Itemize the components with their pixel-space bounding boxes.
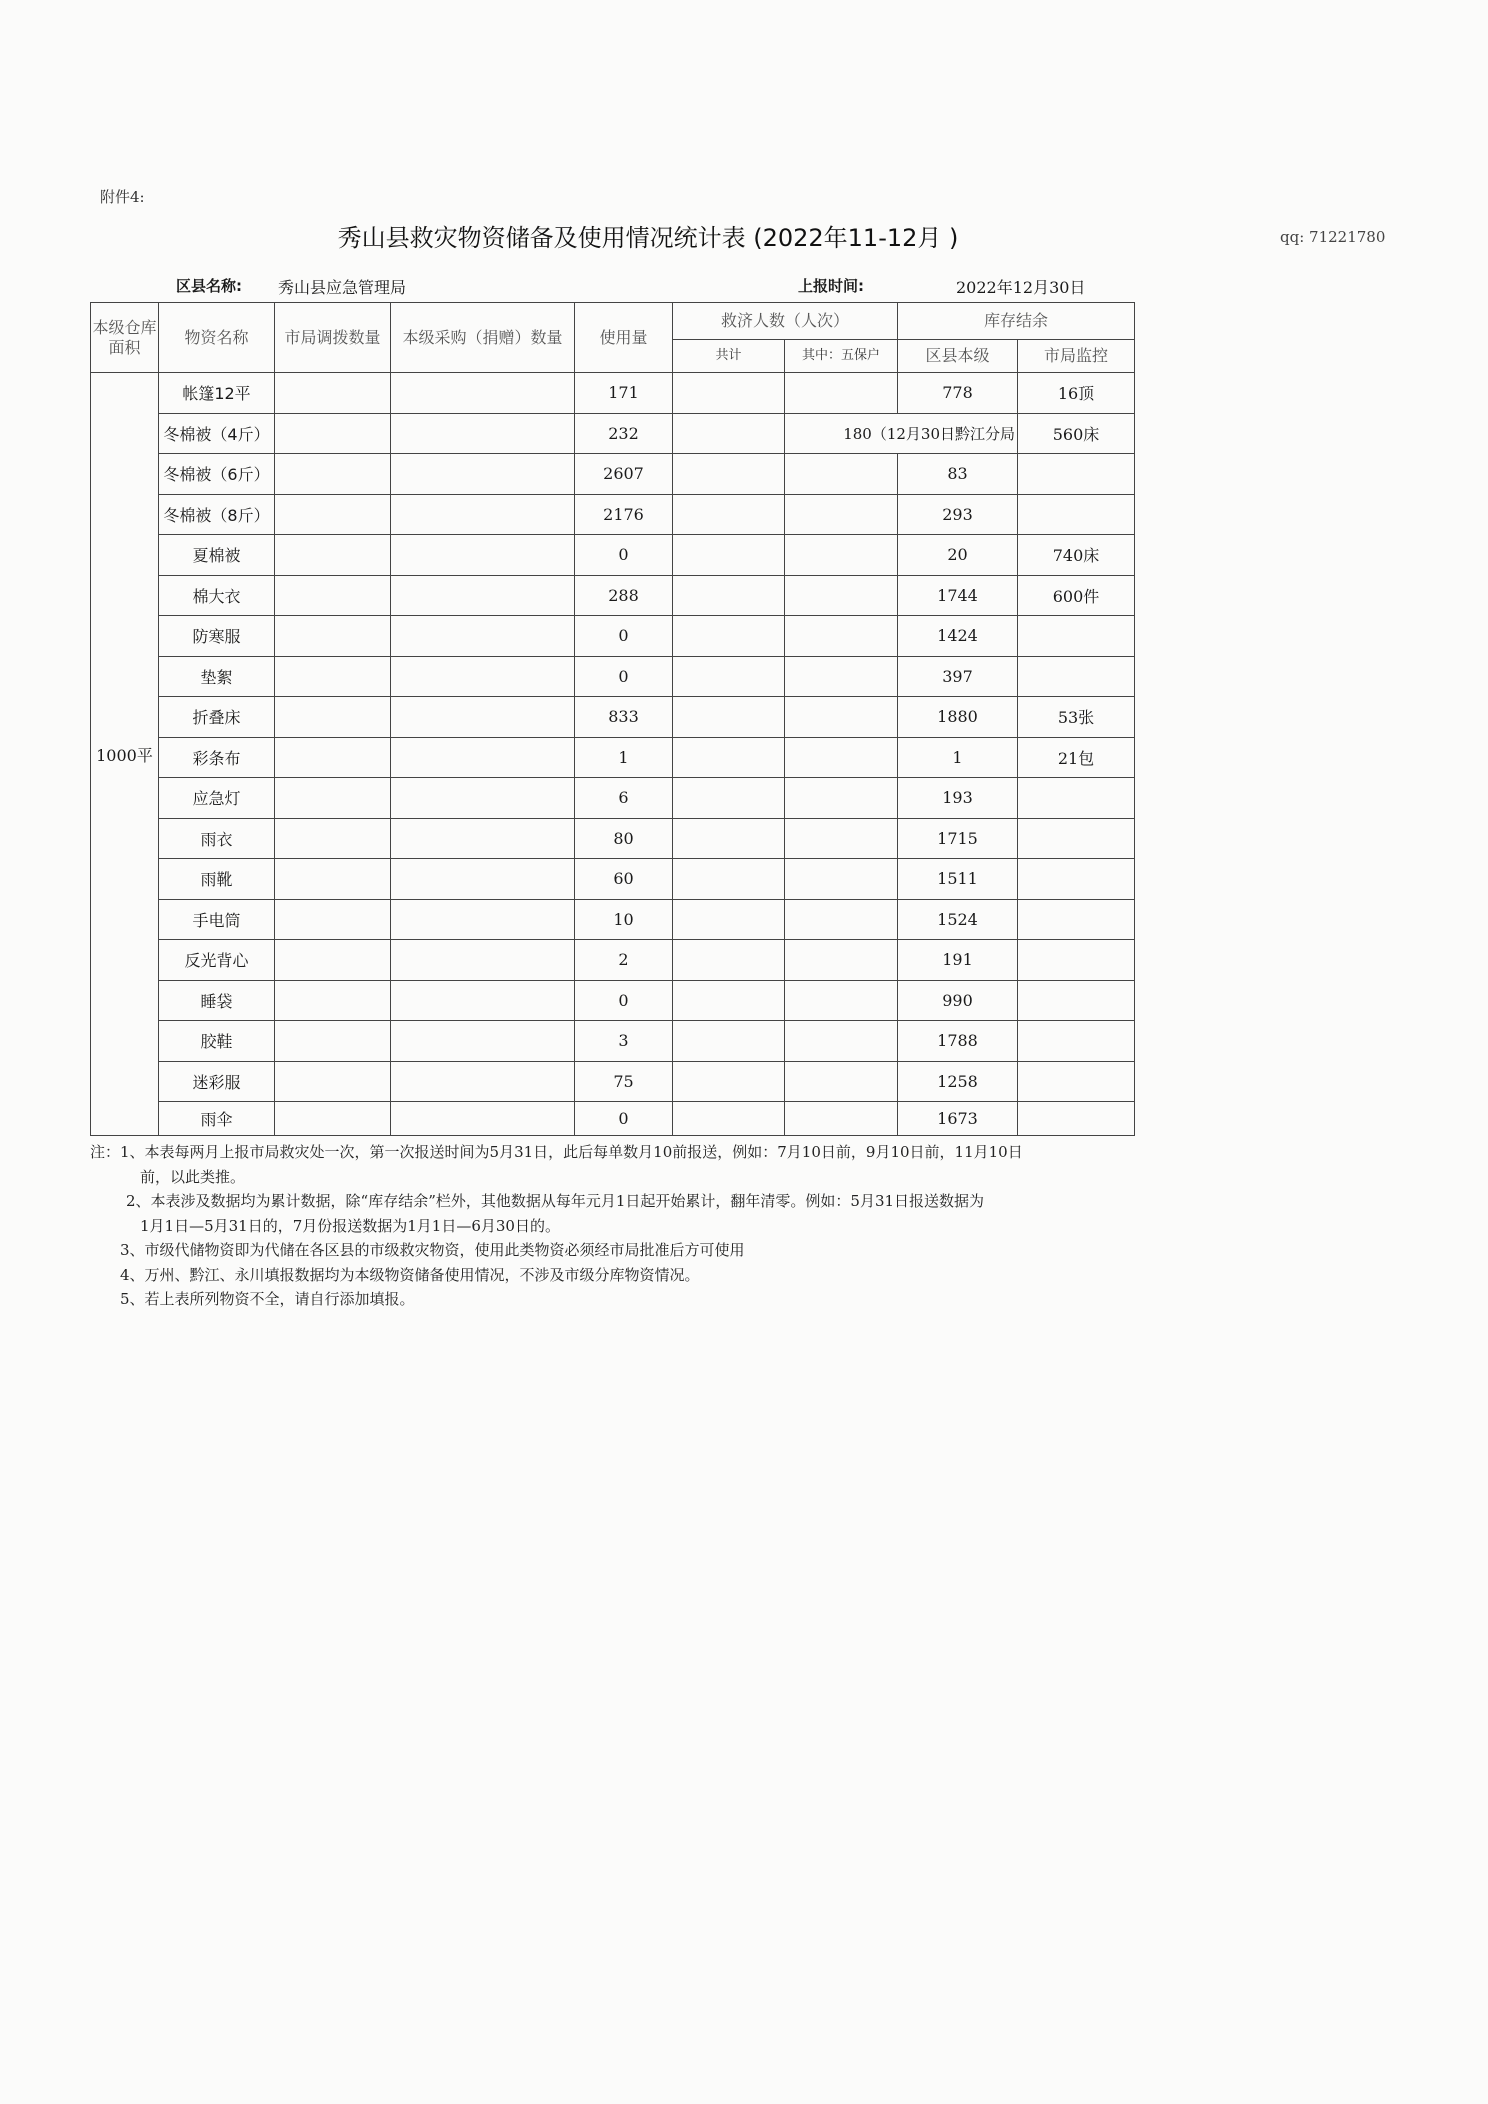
stock-local-cell: 1524 — [898, 899, 1018, 940]
purchase-cell — [391, 454, 575, 495]
table-row — [91, 656, 1135, 697]
usage-cell: 75 — [575, 1061, 673, 1102]
relief-wubao-cell — [785, 1021, 898, 1062]
note-5: 5、若上表所列物资不全，请自行添加填报。 — [120, 1290, 415, 1308]
stock-city-cell — [1018, 818, 1135, 859]
stock-city-cell — [1018, 1021, 1135, 1062]
relief-total-cell — [673, 616, 785, 657]
stock-city-cell: 600件 — [1018, 575, 1135, 616]
stock-city-cell — [1018, 859, 1135, 900]
usage-cell: 0 — [575, 656, 673, 697]
relief-total-cell — [673, 454, 785, 495]
relief-wubao-cell — [785, 1102, 898, 1136]
table-row — [91, 373, 1135, 414]
city-alloc-cell — [275, 737, 391, 778]
stock-city-cell: 16顶 — [1018, 373, 1135, 414]
relief-wubao-cell — [785, 859, 898, 900]
relief-wubao-cell — [785, 454, 898, 495]
usage-cell: 60 — [575, 859, 673, 900]
table-body — [91, 373, 1135, 1136]
relief-wubao-cell — [785, 575, 898, 616]
item-name: 迷彩服 — [159, 1061, 275, 1102]
usage-cell: 2607 — [575, 454, 673, 495]
city-alloc-cell — [275, 656, 391, 697]
usage-cell: 3 — [575, 1021, 673, 1062]
table-row — [91, 413, 1135, 454]
header-relief-total: 共计 — [673, 340, 785, 373]
table-row — [91, 859, 1135, 900]
relief-total-cell — [673, 1102, 785, 1136]
item-name: 手电筒 — [159, 899, 275, 940]
city-alloc-cell — [275, 697, 391, 738]
purchase-cell — [391, 980, 575, 1021]
table-row — [91, 818, 1135, 859]
relief-wubao-cell — [785, 373, 898, 414]
header-usage: 使用量 — [575, 303, 673, 373]
usage-cell: 288 — [575, 575, 673, 616]
stock-local-cell: 778 — [898, 373, 1018, 414]
relief-wubao-cell — [785, 1061, 898, 1102]
relief-total-cell — [673, 656, 785, 697]
relief-wubao-cell — [785, 656, 898, 697]
stock-city-cell — [1018, 454, 1135, 495]
relief-total-cell — [673, 818, 785, 859]
item-name: 彩条布 — [159, 737, 275, 778]
attachment-label: 附件4: — [100, 188, 145, 206]
relief-total-cell — [673, 535, 785, 576]
purchase-cell — [391, 1102, 575, 1136]
header-area — [91, 303, 159, 373]
usage-cell: 0 — [575, 616, 673, 657]
relief-total-cell — [673, 940, 785, 981]
relief-wubao-cell: 180（12月30日黔江分局 — [785, 413, 1018, 454]
purchase-cell — [391, 940, 575, 981]
usage-cell: 2176 — [575, 494, 673, 535]
notes — [90, 1140, 1023, 1312]
item-name: 胶鞋 — [159, 1021, 275, 1062]
item-name: 防寒服 — [159, 616, 275, 657]
stock-city-cell — [1018, 656, 1135, 697]
note-2: 2、本表涉及数据均为累计数据，除“库存结余”栏外，其他数据从每年元月1日起开始累计，翻年清零。例如：5月31日报送数据为 — [126, 1192, 985, 1210]
table-row — [91, 1102, 1135, 1136]
usage-cell: 232 — [575, 413, 673, 454]
stock-city-cell: 53张 — [1018, 697, 1135, 738]
header-stock: 库存结余 — [898, 303, 1135, 340]
table-row — [91, 1021, 1135, 1062]
relief-wubao-cell — [785, 778, 898, 819]
stock-local-cell: 1 — [898, 737, 1018, 778]
city-alloc-cell — [275, 940, 391, 981]
purchase-cell — [391, 1021, 575, 1062]
city-alloc-cell — [275, 575, 391, 616]
item-name: 冬棉被（6斤） — [159, 454, 275, 495]
purchase-cell — [391, 1061, 575, 1102]
stock-city-cell: 740床 — [1018, 535, 1135, 576]
table-row — [91, 535, 1135, 576]
city-alloc-cell — [275, 1021, 391, 1062]
stock-city-cell — [1018, 778, 1135, 819]
stock-local-cell: 1788 — [898, 1021, 1018, 1062]
stock-local-cell: 1715 — [898, 818, 1018, 859]
city-alloc-cell — [275, 616, 391, 657]
usage-cell: 0 — [575, 1102, 673, 1136]
relief-total-cell — [673, 575, 785, 616]
relief-wubao-cell — [785, 616, 898, 657]
stock-local-cell: 1880 — [898, 697, 1018, 738]
relief-total-cell — [673, 1061, 785, 1102]
stock-local-cell: 1258 — [898, 1061, 1018, 1102]
header-purchase: 本级采购（捐赠）数量 — [391, 303, 575, 373]
relief-wubao-cell — [785, 697, 898, 738]
relief-total-cell — [673, 778, 785, 819]
stock-local-cell: 1673 — [898, 1102, 1018, 1136]
table-row — [91, 737, 1135, 778]
item-name: 棉大衣 — [159, 575, 275, 616]
table-row — [91, 454, 1135, 495]
usage-cell: 10 — [575, 899, 673, 940]
usage-cell: 1 — [575, 737, 673, 778]
stock-city-cell: 21包 — [1018, 737, 1135, 778]
relief-total-cell — [673, 494, 785, 535]
district-value: 秀山县应急管理局 — [278, 278, 407, 297]
stock-local-cell: 990 — [898, 980, 1018, 1021]
table-row — [91, 616, 1135, 657]
usage-cell: 171 — [575, 373, 673, 414]
item-name: 雨靴 — [159, 859, 275, 900]
relief-total-cell — [673, 373, 785, 414]
note-2-cont: 1月1日—5月31日的，7月份报送数据为1月1日—6月30日的。 — [140, 1216, 560, 1235]
relief-wubao-cell — [785, 940, 898, 981]
item-name: 帐篷12平 — [159, 373, 275, 414]
city-alloc-cell — [275, 454, 391, 495]
relief-wubao-cell — [785, 899, 898, 940]
stock-city-cell — [1018, 940, 1135, 981]
page-title: 秀山县救灾物资储备及使用情况统计表 (2022年11-12月 ) — [337, 224, 959, 252]
table-row — [91, 778, 1135, 819]
header-stock-local: 区县本级 — [898, 340, 1018, 373]
city-alloc-cell — [275, 1061, 391, 1102]
stock-local-cell: 1744 — [898, 575, 1018, 616]
relief-total-cell — [673, 413, 785, 454]
stock-city-cell — [1018, 1061, 1135, 1102]
header-relief: 救济人数（人次） — [673, 303, 898, 340]
table-row — [91, 980, 1135, 1021]
stock-city-cell — [1018, 980, 1135, 1021]
table-row — [91, 940, 1135, 981]
stock-city-cell — [1018, 899, 1135, 940]
stock-local-cell: 293 — [898, 494, 1018, 535]
relief-total-cell — [673, 859, 785, 900]
stock-local-cell: 1511 — [898, 859, 1018, 900]
city-alloc-cell — [275, 494, 391, 535]
table-row — [91, 899, 1135, 940]
purchase-cell — [391, 859, 575, 900]
note-3: 3、市级代储物资即为代储在各区县的市级救灾物资，使用此类物资必须经市局批准后方可使用 — [120, 1241, 745, 1259]
stock-local-cell: 191 — [898, 940, 1018, 981]
city-alloc-cell — [275, 535, 391, 576]
stock-local-cell: 1424 — [898, 616, 1018, 657]
header-name: 物资名称 — [159, 303, 275, 373]
purchase-cell — [391, 535, 575, 576]
usage-cell: 6 — [575, 778, 673, 819]
header-relief-wubao: 其中：五保户 — [785, 340, 898, 373]
stock-local-cell: 83 — [898, 454, 1018, 495]
purchase-cell — [391, 413, 575, 454]
stock-local-cell: 193 — [898, 778, 1018, 819]
note-1: 注：1、本表每两月上报市局救灾处一次，第一次报送时间为5月31日，此后每单数月10前报送，例如：7月10日前，9月10日前，11月10日 — [90, 1143, 1023, 1161]
stock-local-cell: 20 — [898, 535, 1018, 576]
note-4: 4、万州、黔江、永川填报数据均为本级物资储备使用情况，不涉及市级分库物资情况。 — [120, 1265, 700, 1284]
purchase-cell — [391, 737, 575, 778]
city-alloc-cell — [275, 980, 391, 1021]
note-1-cont: 前，以此类推。 — [140, 1167, 246, 1186]
item-name: 夏棉被 — [159, 535, 275, 576]
item-name: 雨伞 — [159, 1102, 275, 1136]
report-time-value: 2022年12月30日 — [956, 278, 1086, 297]
table-row — [91, 1061, 1135, 1102]
statistics-table — [90, 302, 1135, 1136]
usage-cell: 0 — [575, 535, 673, 576]
area-value: 1000平 — [91, 373, 159, 1136]
usage-cell: 2 — [575, 940, 673, 981]
relief-total-cell — [673, 980, 785, 1021]
purchase-cell — [391, 616, 575, 657]
district-label: 区县名称: — [176, 277, 242, 295]
purchase-cell — [391, 778, 575, 819]
purchase-cell — [391, 818, 575, 859]
relief-wubao-cell — [785, 980, 898, 1021]
usage-cell: 833 — [575, 697, 673, 738]
purchase-cell — [391, 697, 575, 738]
item-name: 睡袋 — [159, 980, 275, 1021]
stock-city-cell — [1018, 494, 1135, 535]
relief-wubao-cell — [785, 737, 898, 778]
usage-cell: 0 — [575, 980, 673, 1021]
header-city-alloc: 市局调拨数量 — [275, 303, 391, 373]
item-name: 反光背心 — [159, 940, 275, 981]
city-alloc-cell — [275, 1102, 391, 1136]
relief-total-cell — [673, 697, 785, 738]
purchase-cell — [391, 373, 575, 414]
purchase-cell — [391, 656, 575, 697]
city-alloc-cell — [275, 899, 391, 940]
relief-total-cell — [673, 1021, 785, 1062]
item-name: 雨衣 — [159, 818, 275, 859]
relief-wubao-cell — [785, 494, 898, 535]
stock-city-cell — [1018, 1102, 1135, 1136]
usage-cell: 80 — [575, 818, 673, 859]
item-name: 折叠床 — [159, 697, 275, 738]
stock-city-cell: 560床 — [1018, 413, 1135, 454]
purchase-cell — [391, 575, 575, 616]
header-stock-city: 市局监控 — [1018, 340, 1135, 373]
header-area-text: 本级仓库面积 — [92, 317, 157, 357]
relief-total-cell — [673, 899, 785, 940]
city-alloc-cell — [275, 373, 391, 414]
city-alloc-cell — [275, 859, 391, 900]
city-alloc-cell — [275, 778, 391, 819]
table-row — [91, 575, 1135, 616]
item-name: 应急灯 — [159, 778, 275, 819]
report-time-label: 上报时间: — [798, 277, 864, 295]
stock-city-cell — [1018, 616, 1135, 657]
item-name: 冬棉被（4斤） — [159, 413, 275, 454]
city-alloc-cell — [275, 413, 391, 454]
table-row — [91, 494, 1135, 535]
relief-wubao-cell — [785, 535, 898, 576]
item-name: 垫絮 — [159, 656, 275, 697]
qq-number: qq: 71221780 — [1280, 228, 1386, 246]
relief-total-cell — [673, 737, 785, 778]
stock-local-cell: 397 — [898, 656, 1018, 697]
purchase-cell — [391, 494, 575, 535]
purchase-cell — [391, 899, 575, 940]
city-alloc-cell — [275, 818, 391, 859]
table-row — [91, 697, 1135, 738]
item-name: 冬棉被（8斤） — [159, 494, 275, 535]
relief-wubao-cell — [785, 818, 898, 859]
